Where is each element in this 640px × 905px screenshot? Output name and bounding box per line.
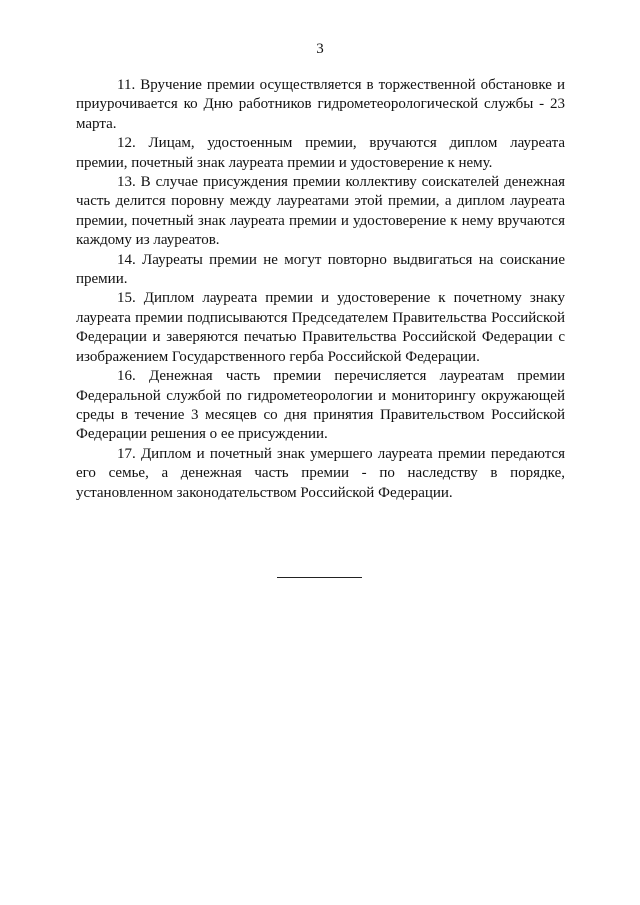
end-divider-line bbox=[277, 577, 362, 578]
paragraph-14: 14. Лауреаты премии не могут повторно выдвигаться на соискание премии. bbox=[76, 251, 565, 288]
document-body bbox=[76, 76, 565, 503]
page-number: 3 bbox=[316, 41, 324, 57]
paragraph-11: 11. Вручение премии осуществляется в торжественной обстановке и приурочивается ко Дню работников гидрометеорологической службы - 23 марта. bbox=[76, 77, 565, 132]
paragraph-17: 17. Диплом и почетный знак умершего лауреата премии передаются его семье, а денежная часть премии - по наследству в порядке, установленном законодательством Российской Федерации. bbox=[76, 445, 565, 501]
paragraph-16: 16. Денежная часть премии перечисляется лауреатам премии Федеральной службой по гидрометеорологии и мониторингу окружающей среды в течение 3 месяцев со дня принятия Правительством Российской Федерации решения о ее присуждении. bbox=[76, 368, 565, 443]
paragraph-15: 15. Диплом лауреата премии и удостоверение к почетному знаку лауреата премии подписываются Председателем Правительства Российской Федерации и заверяются печатью Правительства Российской Федерации с изображением Государственного герба Российской Федерации. bbox=[76, 290, 565, 365]
paragraph-12: 12. Лицам, удостоенным премии, вручаются диплом лауреата премии, почетный знак лауреата премии и удостоверение к нему. bbox=[76, 135, 565, 171]
paragraph-13: 13. В случае присуждения премии коллективу соискателей денежная часть делится поровну между лауреатами этой премии, а диплом лауреата премии, почетный знак лауреата премии и удостоверение к нему вручаются каждому из лауреатов. bbox=[76, 174, 565, 249]
